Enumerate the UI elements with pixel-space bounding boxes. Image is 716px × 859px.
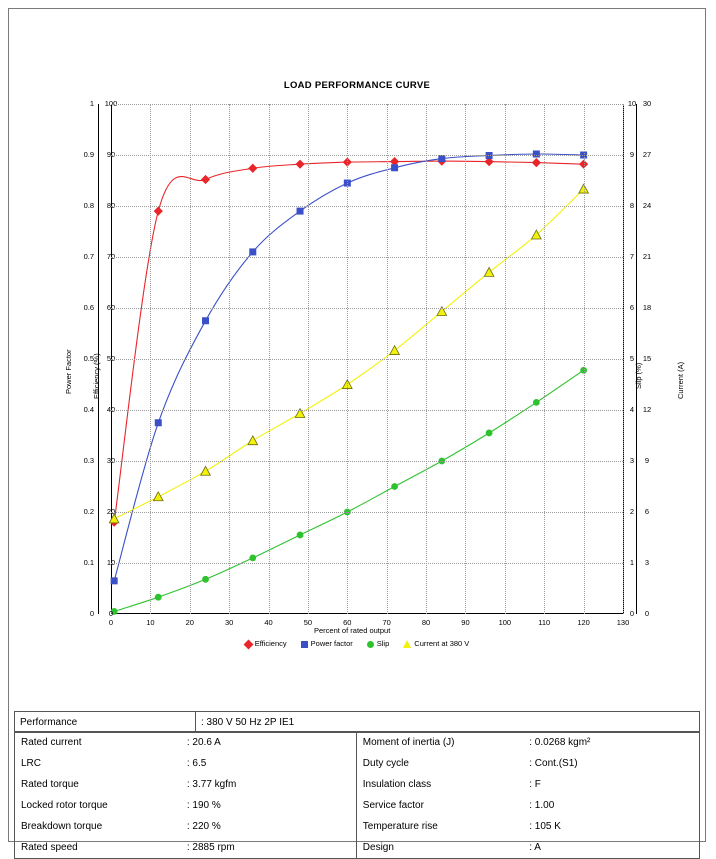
- y-tick-label-power-factor: 0.2: [83, 507, 94, 516]
- y-tick-label-slip: 3: [629, 456, 635, 465]
- x-tick-label: 30: [224, 618, 234, 627]
- table-row: [15, 837, 699, 858]
- series-marker: [484, 268, 494, 277]
- series-marker: [248, 164, 257, 173]
- y-tick-label-slip: 10: [627, 99, 637, 108]
- spec-value-right: : Cont.(S1): [529, 758, 578, 769]
- performance-label: Performance: [15, 712, 196, 733]
- spec-value-right: : 0.0268 kgm²: [529, 737, 591, 748]
- y-tick-label-efficiency: 10: [106, 558, 116, 567]
- gridline-horizontal: [111, 308, 623, 309]
- legend-label: Slip: [376, 639, 390, 648]
- y-tick-label-efficiency: 80: [106, 201, 116, 210]
- x-tick-label: 70: [382, 618, 391, 627]
- y-tick-label-power-factor: 0.3: [83, 456, 94, 465]
- chart-title: LOAD PERFORMANCE CURVE: [283, 80, 431, 91]
- series-line: [114, 370, 583, 611]
- legend-marker-icon: [367, 641, 374, 648]
- spec-label-left: Rated torque: [21, 779, 79, 790]
- spec-value-right: : 1.00: [529, 800, 555, 811]
- legend-marker-icon: [403, 640, 411, 648]
- spec-value-left: : 190 %: [186, 800, 221, 811]
- spec-label-right: Temperature rise: [356, 816, 523, 837]
- series-marker: [201, 466, 211, 475]
- x-tick-label: 130: [616, 618, 630, 627]
- spec-label-right: Duty cycle: [356, 753, 523, 774]
- y-tick-label-efficiency: 20: [106, 507, 116, 516]
- y-tick-label-efficiency: 70: [106, 252, 116, 261]
- performance-value: : 380 V 50 Hz 2P IE1: [196, 712, 700, 733]
- y-tick-label-efficiency: 30: [106, 456, 116, 465]
- legend-label: Efficiency: [254, 639, 287, 648]
- legend-item: [245, 639, 287, 648]
- legend-label: Current at 380 V: [414, 639, 470, 648]
- performance-table: [14, 711, 700, 733]
- series-marker: [391, 483, 398, 490]
- y-tick-label-efficiency: 0: [108, 609, 114, 618]
- y-tick-label-slip: 5: [629, 354, 635, 363]
- spec-label-left: Rated current: [21, 737, 82, 748]
- series-marker: [391, 164, 398, 171]
- spec-label-right: Design: [356, 837, 523, 858]
- spec-label-left: Rated speed: [21, 842, 78, 853]
- series-marker: [390, 346, 400, 355]
- y-tick-label-power-factor: 0: [89, 609, 94, 618]
- specs-grid: [15, 732, 699, 858]
- spec-value-left: : 220 %: [186, 821, 221, 832]
- x-tick-label: 80: [421, 618, 431, 627]
- axis-title-current: Current (A): [676, 361, 685, 399]
- table-row: [15, 732, 699, 753]
- series-marker: [153, 492, 163, 501]
- gridline-horizontal: [111, 104, 623, 105]
- gridline-horizontal: [111, 206, 623, 207]
- y-tick-label-current: 6: [644, 507, 650, 516]
- gridline-horizontal: [111, 410, 623, 411]
- y-tick-label-slip: 6: [629, 303, 635, 312]
- series-marker: [155, 419, 162, 426]
- y-tick-label-slip: 2: [629, 507, 635, 516]
- y-tick-label-efficiency: 50: [106, 354, 116, 363]
- y-tick-label-slip: 8: [629, 201, 635, 210]
- y-tick-label-power-factor: 0.4: [83, 405, 94, 414]
- gridline-horizontal: [111, 512, 623, 513]
- series-line: [114, 154, 583, 581]
- legend-label: Power factor: [310, 639, 353, 648]
- legend-marker-icon: [301, 641, 308, 648]
- spec-value-right: : A: [529, 842, 541, 853]
- x-tick-label: 40: [264, 618, 273, 627]
- series-marker: [486, 430, 493, 437]
- gridline-horizontal: [111, 461, 623, 462]
- gridline-horizontal: [111, 359, 623, 360]
- x-tick-label: 100: [498, 618, 512, 627]
- gridline-horizontal: [111, 155, 623, 156]
- y-tick-label-power-factor: 1: [89, 99, 94, 108]
- gridline-horizontal: [111, 257, 623, 258]
- spec-label-right: Service factor: [356, 795, 523, 816]
- series-marker: [297, 208, 304, 215]
- series-marker: [532, 158, 541, 167]
- x-tick-label: 10: [146, 618, 155, 627]
- y-tick-label-current: 3: [644, 558, 650, 567]
- series-marker: [248, 436, 258, 445]
- x-tick-label: 0: [108, 618, 114, 627]
- x-tick-label: 120: [577, 618, 590, 627]
- y-tick-label-power-factor: 0.5: [83, 354, 94, 363]
- x-tick-label: 90: [461, 618, 470, 627]
- y-tick-label-efficiency: 40: [106, 405, 116, 414]
- table-row: [15, 816, 699, 837]
- series-marker: [249, 555, 256, 562]
- table-row: [15, 712, 700, 733]
- y-tick-label-efficiency: 60: [106, 303, 116, 312]
- x-tick-label: 50: [303, 618, 313, 627]
- series-marker: [438, 155, 445, 162]
- axis-title-power-factor: Power Factor: [64, 349, 73, 394]
- axis-title-x: Percent of rated output: [314, 626, 391, 635]
- y-tick-label-current: 24: [642, 201, 652, 210]
- spec-label-right: Moment of inertia (J): [356, 732, 523, 753]
- legend-marker-icon: [243, 639, 253, 649]
- spec-value-left: : 2885 rpm: [186, 842, 235, 853]
- table-row: [15, 753, 699, 774]
- y-tick-label-power-factor: 0.9: [83, 150, 94, 159]
- spec-value-right: : 105 K: [529, 821, 561, 832]
- specs-table: [14, 731, 700, 859]
- series-marker: [154, 207, 163, 216]
- legend-item: [403, 639, 469, 648]
- spec-value-left: : 3.77 kgfm: [186, 779, 237, 790]
- y-tick-label-current: 9: [644, 456, 650, 465]
- x-tick-label: 60: [343, 618, 352, 627]
- series-line: [114, 161, 583, 522]
- axis-title-slip: Slip (%): [634, 362, 643, 389]
- table-row: [15, 774, 699, 795]
- spec-label-right: Insulation class: [356, 774, 523, 795]
- chart-legend: [14, 639, 700, 648]
- y-tick-label-current: 21: [642, 252, 652, 261]
- series-marker: [202, 576, 209, 583]
- y-tick-label-current: 12: [642, 405, 652, 414]
- legend-item: [301, 639, 353, 648]
- y-tick-label-slip: 1: [629, 558, 635, 567]
- y-tick-label-current: 15: [642, 354, 652, 363]
- y-tick-label-slip: 7: [629, 252, 635, 261]
- y-tick-label-current: 30: [642, 99, 652, 108]
- axis-title-efficiency: Efficiency (%): [92, 353, 101, 399]
- series-marker: [249, 248, 256, 255]
- y-tick-label-current: 18: [642, 303, 652, 312]
- legend-item: [367, 639, 390, 648]
- series-marker: [155, 594, 162, 601]
- y-tick-label-power-factor: 0.8: [83, 201, 94, 210]
- series-marker: [533, 399, 540, 406]
- y-tick-label-power-factor: 0.6: [83, 303, 94, 312]
- table-row: [15, 795, 699, 816]
- spec-value-left: : 6.5: [186, 758, 207, 769]
- series-marker: [295, 160, 304, 169]
- series-line: [114, 189, 583, 519]
- gridline-vertical: [623, 104, 624, 614]
- x-tick-label: 20: [185, 618, 194, 627]
- series-marker: [201, 175, 210, 184]
- y-tick-label-efficiency: 100: [104, 99, 118, 108]
- spec-label-left: Breakdown torque: [21, 821, 103, 832]
- spec-label-left: Locked rotor torque: [21, 800, 108, 811]
- gridline-horizontal: [111, 563, 623, 564]
- series-marker: [297, 532, 304, 539]
- series-marker: [202, 317, 209, 324]
- series-marker: [533, 150, 540, 157]
- y-tick-label-current: 0: [644, 609, 650, 618]
- spec-value-left: : 20.6 A: [186, 737, 221, 748]
- y-tick-label-efficiency: 90: [106, 150, 116, 159]
- y-tick-label-slip: 4: [629, 405, 635, 414]
- y-tick-label-power-factor: 0.7: [83, 252, 94, 261]
- y-tick-label-current: 27: [642, 150, 652, 159]
- spec-label-left: LRC: [21, 758, 42, 769]
- x-tick-label: 110: [538, 618, 551, 627]
- spec-value-right: : F: [529, 779, 541, 790]
- chart-panel: [14, 14, 700, 700]
- y-tick-label-slip: 0: [629, 609, 635, 618]
- y-tick-label-slip: 9: [629, 150, 635, 159]
- series-marker: [111, 577, 118, 584]
- y-tick-label-power-factor: 0.1: [83, 558, 94, 567]
